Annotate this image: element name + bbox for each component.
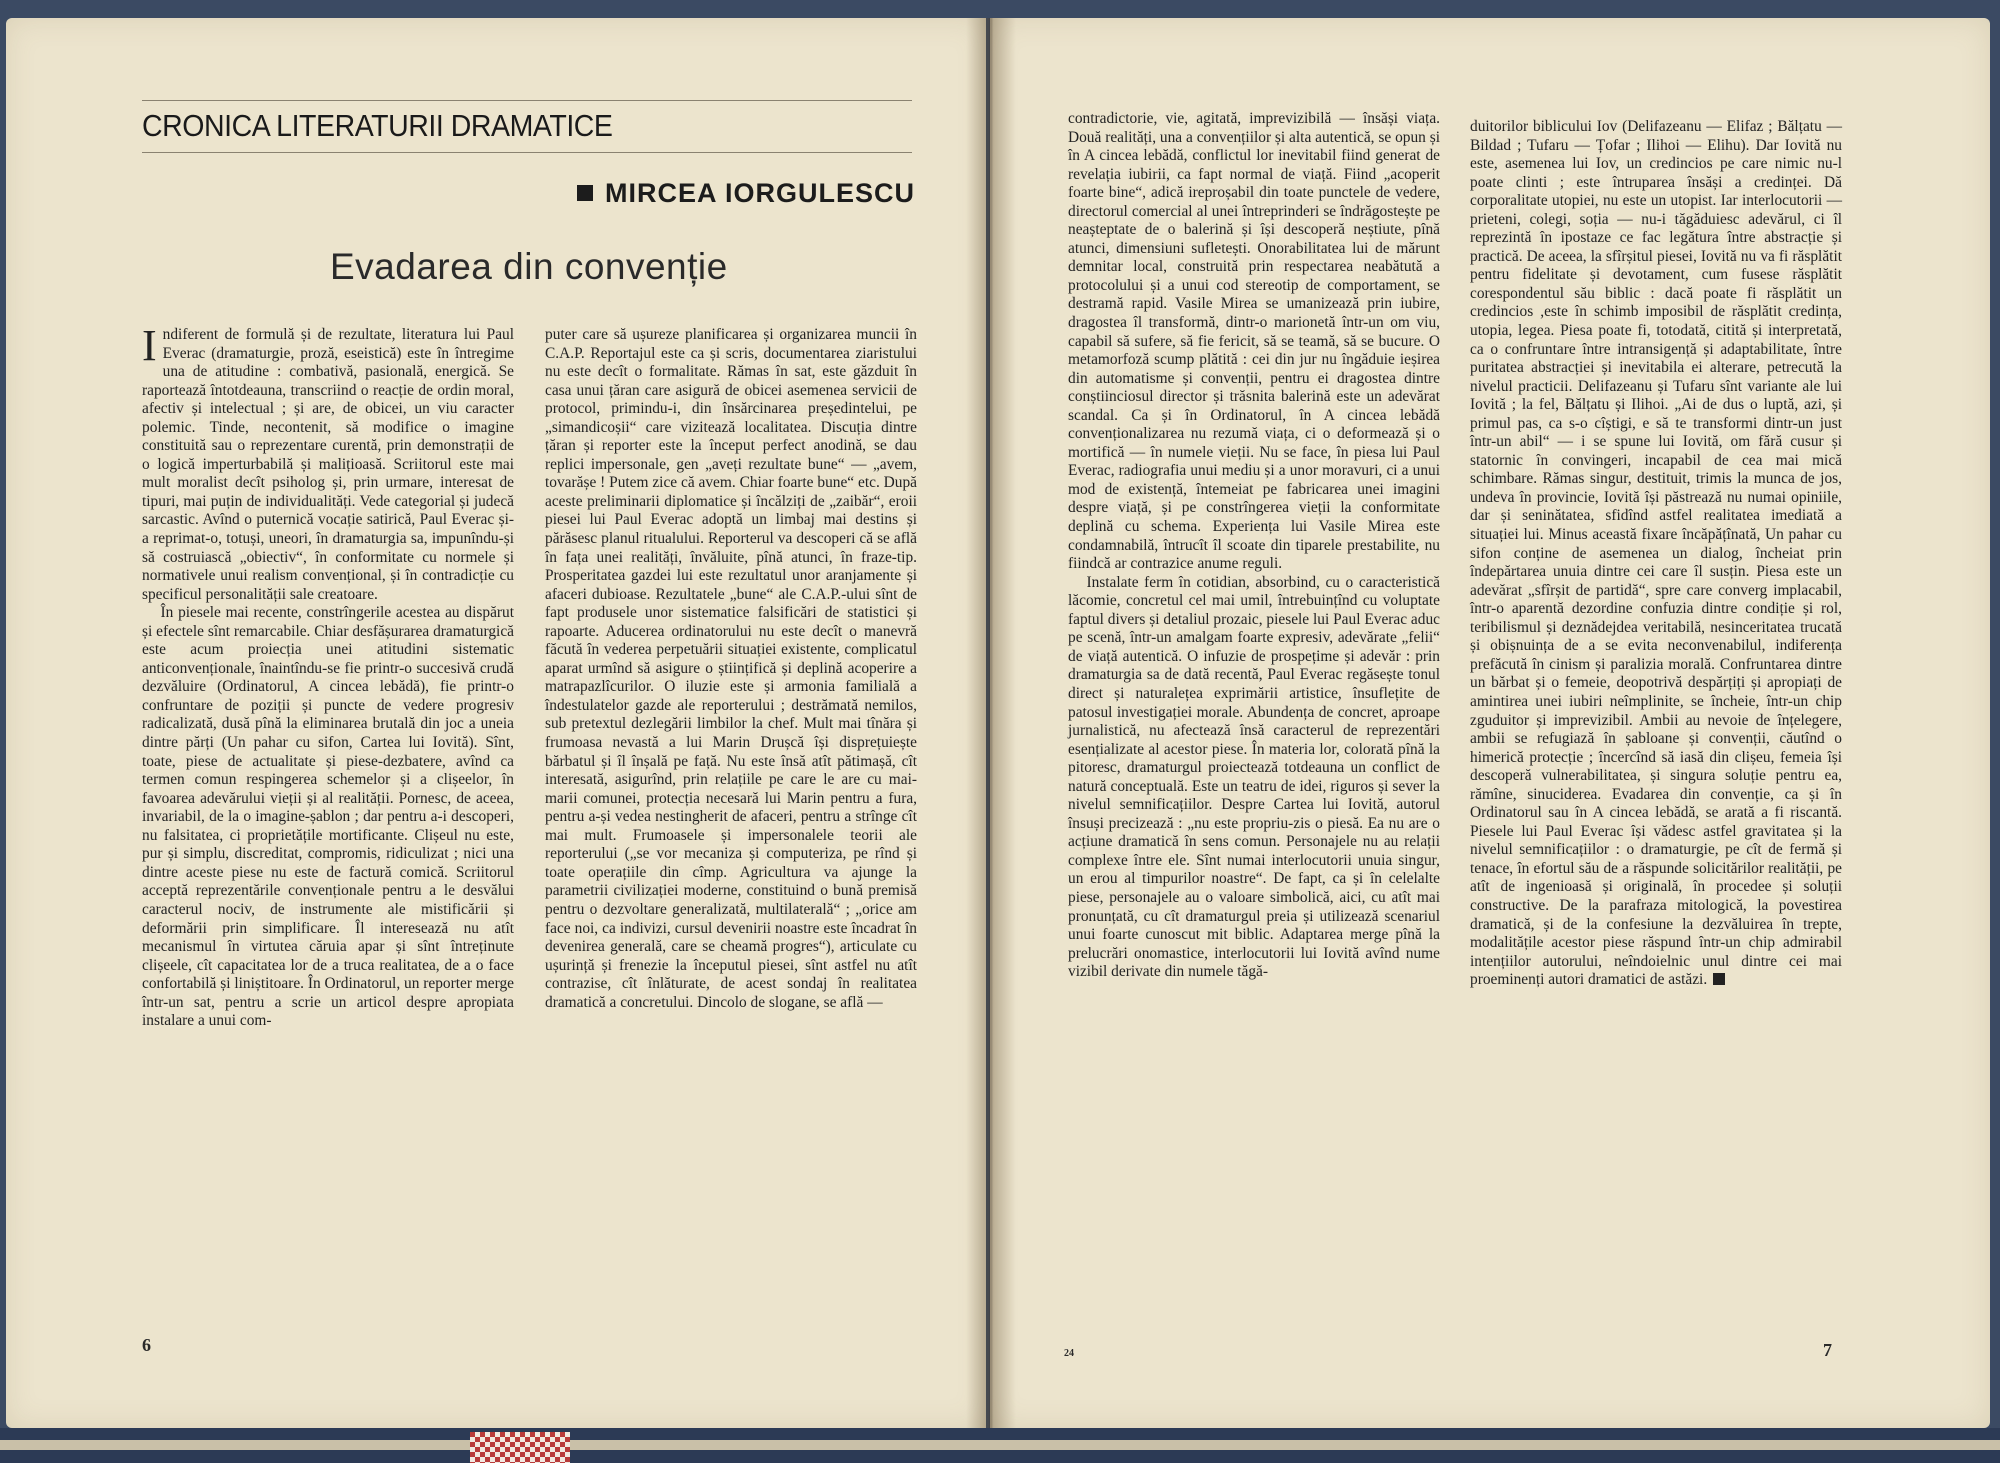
author-label: MIRCEA IORGULESCU xyxy=(604,178,915,208)
paragraph: Instalate ferm în cotidian, absorbind, cu o caracteristică lăcomie, concretul cel mai umil, întrebuințînd cu voluptate faptul divers și detaliul prozaic, piesele lui Paul Everac aduc pe scenă, într-un amalgam foarte expresiv, adevărate „felii“ de viață autentică. O infuzie de prospețime și adevăr : prin dramaturgia sa de dată recentă, Paul Everac regăsește tonul direct și naturalețea exprimării artistice, însuflețite de patosul investigației morale. Abundența de concret, aproape jurnalistică, nu afectează însă caracterul de reprezentări esențializate al acestor piese. În materia lor, colorată pînă la pitoresc, dramaturgul proiectează totdeauna un conflict de natură conceptuală. Este un teatru de idei, riguros și sever la nivelul semnificațiilor. Despre Cartea lui Iovită, autorul însuși precizează : „nu este propriu-zis o piesă. Ea nu are o acțiune dramatică în sens comun. Personajele nu au relații complexe între ele. Sînt numai interlocutorii unuia singur, un erou al timpurilor noastre“. De fapt, ca și în celelalte piese, personajele au o valoare simbolică, aici, cu atît mai pronunțată, cu cît dramaturgul preia și utilizează scenariul unui foarte cunoscut mit biblic. Adaptarea merge pînă la prelucrări onomastice, interlocutorii lui Iovită avînd nume vizibil derivate din numele tăgă- xyxy=(1068,573,1440,981)
author-name xyxy=(540,178,915,209)
header-rule-top xyxy=(142,100,912,101)
author-bullet-icon xyxy=(577,185,593,201)
text-column-2 xyxy=(545,326,917,1012)
paragraph: duitorilor biblicului Iov (Delifazeanu — Elifaz ; Bălțatu — Bildad ; Tufaru — Țofar ; Ilihoi — Elihu). Dar Iovită nu este, asemenea lui Iov, un credincios pe care nimic nu-l poate clinti ; este întruparea însăși a credinței. Dă corporalitate utopiei, nu este un utopist. Iar interlocutorii — prieteni, colegi, soția — nu-i tăgăduiesc adevărul, ci îl reprezintă în ipostaze ce fac legătura între abstracție și practică. De aceea, la sfîrșitul piesei, Iovită nu va fi răsplătit pentru fidelitate și devotament, cum fusese răsplătit corespondentul său biblic : dacă poate fi răsplătit un credincios ,este în schimb imposibil de răsplătit credința, utopia, legea. Piesa poate fi, totodată, citită și interpretată, ca o confruntare între intransigență și adaptabilitate, între puritatea abstracției și inevitabila ei alterare, petrecută la nivelul practicii. Delifazeanu și Tufaru sînt variante ale lui Iovită ; la fel, Bălțatu și Ilihoi. „Ai de dus o luptă, azi, și primul pas, ca s-o cîștigi, e să te transformi dintr-un just într-un abil“ — i se spune lui Iovită, om fără cusur și statornic în convingeri, incapabil de cea mai mică schimbare. Rămas singur, destituit, trimis la munca de jos, undeva în provincie, Iovită își păstrează nu numai opiniile, dar și seninătatea, sfidînd astfel realitatea imediată a situației lui. Minus această fixare încăpățînată, Un pahar cu sifon conține de asemenea un dialog, încheiat prin îndepărtarea unuia dintre cei care îl susțin. Piesa este un adevărat „sfîrșit de partidă“, spre care converg implacabil, într-o aparentă dezordine confuzia dintre condiție și rol, teribilismul și deznădejdea veritabilă, nesinceritatea trucată și obișnuința de a se evita neconvenabilul, indiferența prefăcută în cinism și paralizia morală. Confruntarea dintre un bărbat și o femeie, deopotrivă despărțiți și apropiați de amintirea unei iubiri neîmplinite, se încheie, într-un chip zguduitor și imprevizibil. Ambii au nevoie de înțelegere, ambii se refugiază în șabloane și convenții, căutînd o himerică protecție ; încercînd să iasă din clișeu, femeia își descoperă vulnerabilitatea, și singura soluție pentru ea, rămîne, sinuciderea. Evadarea din convenție, ca și în Ordinatorul sau în A cincea lebădă, se arată a fi riscantă. Piesele lui Paul Everac își vădesc astfel gravitatea și la nivelul semnificațiilor : o dramaturgie, pe cît de fermă și tenace, în efortul său de a răspunde solicitărilor realității, pe atît de ingenioasă și originală, în procedee și soluții constructive. De la parafraza mitologică, la povestirea dramatică, și de la confesiune la dezvăluirea în trepte, modalitățile acestor piese răspund într-un chip admirabil intențiilor autorului, neîndoielnic unul dintre cei mai proeminenți autori dramatici de astăzi. xyxy=(1470,118,1842,989)
paragraph: puter care să ușureze planificarea și organizarea muncii în C.A.P. Reportajul este ca și scris, documentarea ziaristului nu este decît o formalitate. Rămas în sat, este găzduit în casa unui țăran care asigură de obicei asemenea servicii de protocol, primindu-i, din însărcinarea președintelui, pe „simandicoșii“ care vizitează localitatea. Discuția dintre țăran și reporter este la început perfect anodină, se dau replici impersonale, gen „aveți rezultate bune“ — „avem, tovarășe ! Putem zice că avem. Chiar foarte bune“ etc. După aceste preliminarii diplomatice și încălziți de „zaibăr“, eroii piesei lui Paul Everac adoptă un limbaj mai destins și părăsesc planul ritualului. Reporterul va descoperi că se află în fața unei realități, învăluite, pînă atunci, în fraze-tip. Prosperitatea gazdei lui este rezultatul unor aranjamente și afaceri dubioase. Rezultatele „bune“ ale C.A.P.-ului sînt de fapt produsele unor sistematice falsificări de statistici și rapoarte. Aducerea ordinatorului nu este decît o manevră făcută în vederea perpetuării situației existente, complicatul aparat urmînd să asigure o științifică și deplină acoperire a matrapazlîcurilor. O iluzie este și armonia familială a îndestulatelor gazde ale reporterului ; destrămată nemilos, sub pretextul dezlegării limbilor la chef. Mult mai tînăra și frumoasa nevastă a lui Marin Drușcă își disprețuiește bărbatul și îl înșală pe față. Nu este însă atît pătimașă, cît interesată, asigurînd, prin relațiile pe care le are cu mai-marii comunei, protecția necesară lui Marin pentru a fura, pentru a-și vedea nestingherit de afaceri, pentru a strînge cît mai mult. Frumoasele și impersonalele teorii ale reporterului („se vor mecaniza și computeriza, pe rînd și toate operațiile din cîmp. Agricultura va ajunge la parametrii civilizației moderne, constituind o bună premisă pentru o dezvoltare generalizată, multilaterală“ ; „orice am face noi, ca indivizi, cursul devenirii noastre este încadrat în devenirea generală, care se cheamă progres“), articulate cu ușurință și frenezie la începutul piesei, sînt astfel nu atît contrazise, cît înlăturate, de acest sondaj în realitatea dramatică a concretului. Dincolo de slogane, se află — xyxy=(545,326,917,1011)
text-column-3 xyxy=(1068,110,1440,982)
paragraph: Indiferent de formulă și de rezultate, literatura lui Paul Everac (dramaturgie, proză, eseistică) este în întregime una de atitudine : combativă, pasională, energică. Se raportează întotdeauna, transcriind o reacție de ordin moral, afectiv și intelectual ; și are, de obicei, un viu caracter polemic. Tinde, necontenit, să modifice o imagine constituită sau o reprezentare curentă, prin demonstrații de o logică imperturbabilă și malițioasă. Scriitorul este mai mult moralist decît psiholog și, prin urmare, interesat de tipuri, mai puțin de individualități. Vede categorial și judecă sarcastic. Avînd o puternică vocație satirică, Paul Everac și-a reprimat-o, totuși, uneori, în dramaturgia sa, impunîndu-și să costruiască „obiectiv“, în conformitate cu normele și normativele unui realism convențional, și în contradicție cu specificul personalității sale creatoare. xyxy=(142,321,514,603)
text-column-1 xyxy=(142,321,514,1031)
header-rule-bottom xyxy=(142,152,912,153)
text-column-4 xyxy=(1470,118,1842,990)
page-edge-strip xyxy=(0,1440,2000,1450)
page-number-right: 7 xyxy=(1823,1340,1832,1360)
page-number-left: 6 xyxy=(142,1335,151,1355)
paragraph: contradictorie, vie, agitată, imprevizibilă — însăși viața. Două realități, una a convențiilor și alta autentică, se opun și în A cincea lebădă, conflictul lor inevitabil fiind generat de revelația iubirii, ca fapt normal de viață. Fiind „acoperit foarte bine“, adică ireproșabil din toate punctele de vedere, directorul comercial al unei întreprinderi se îndrăgostește pe neașteptate de o balerină și își descoperă neștiute, pînă atunci, dimensiuni sufletești. Onorabilitatea lui de mărunt demnitar local, construită prin respectarea neabătută a protocolului și a unui cod stereotip de comportament, se destramă rapid. Vasile Mirea se umanizează prin iubire, dragostea îl transformă, dintr-o marionetă într-un om viu, capabil să sufere, să fie fericit, să se teamă, să se bucure. O metamorfoză scump plătită : cei din jur nu îngăduie ieșirea din automatisme și convenții, pentru ei dragostea dintre conștiinciosul director și trăsnita balerină este un adevărat scandal. Ca și în Ordinatorul, în A cincea lebădă convenționalizarea nu rezumă viața, ci o deformează și o mortifică — în numele vieții. Nu se face, în piesa lui Paul Everac, radiografia unui mediu și a unor moravuri, ci a unui mod de existență, întemeiat pe fabricarea unei imagini despre viață, și pe constrîngerea vieții la conformitate deplină cu schema. Experiența lui Vasile Mirea este condamnabilă, întrucît îl scoate din tiparele prestabilite, nu fiindcă ar contrazice anume reguli. xyxy=(1068,110,1440,573)
page-number-small: 24 xyxy=(1064,1348,1074,1359)
article-title: Evadarea din convenție xyxy=(330,246,728,287)
paragraph: În piesele mai recente, constrîngerile acestea au dispărut și efectele sînt remarcabile. Chiar desfășurarea dramaturgică este acum proiecția unei atitudini sistematic anticonvenționale, înaintîndu-se fie printr-o succesivă crudă dezvăluire (Ordinatorul, A cincea lebădă), fie printr-o confruntare de poziții și puncte de vedere progresiv radicalizată, dusă pînă la eliminarea brutală din joc a uneia dintre părți (Un pahar cu sifon, Cartea lui Iovită). Sînt, toate, piese de actualitate și piese-dezbatere, avînd ca termen comun respingerea schemelor și a clișeelor, în favoarea adevărului vieții și al realității. Pornesc, de aceea, invariabil, de la o imagine-șablon ; dar pentru a-i descoperi, nu falsitatea, ci proprietățile mortificante. Clișeul nu este, pur și simplu, discreditat, compromis, ridiculizat ; nici una dintre aceste piese nu este de factură comică. Scriitorul acceptă reprezentările convenționale pentru a le desvălui caracterul nociv, de instrumente ale mistificării și deformării prin simplificare. Îl interesează nu atît mecanismul în virtutea căruia apar și sînt întreținute clișeele, cît capacitatea lor de a truca realitatea, de a o face confortabilă și liniștitoare. În Ordinatorul, un reporter merge într-un sat, pentru a scrie un articol despre apropiata instalare a unui com- xyxy=(142,604,514,1030)
book-gutter xyxy=(966,18,1016,1428)
section-title: CRONICA LITERATURII DRAMATICE xyxy=(142,108,613,143)
end-mark-icon xyxy=(1713,973,1725,985)
dropcap: I xyxy=(142,321,157,370)
checkered-cloth xyxy=(470,1432,570,1463)
